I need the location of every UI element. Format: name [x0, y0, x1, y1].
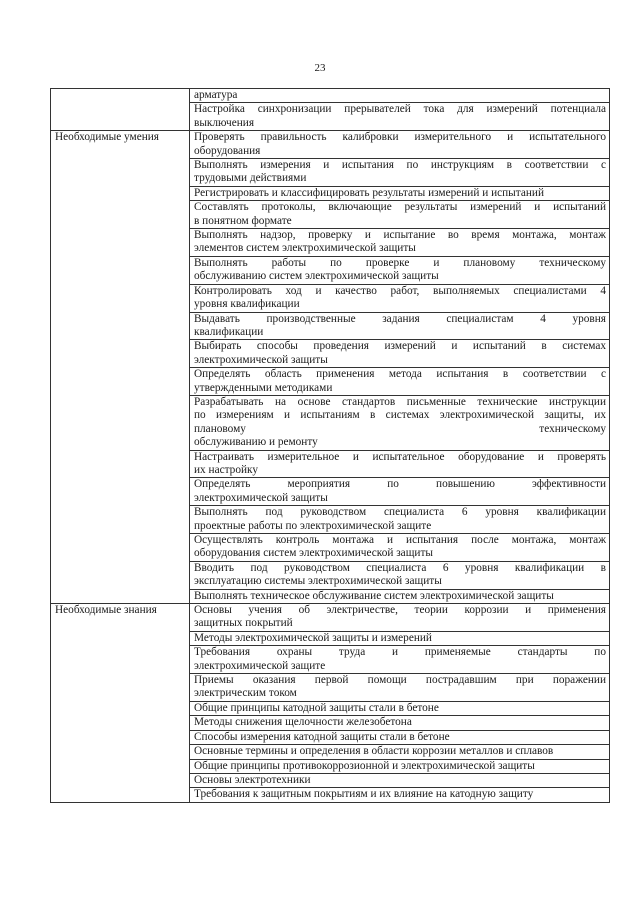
- table-cell: [190, 201, 610, 229]
- cell-text-line: оборудования: [194, 144, 261, 157]
- cell-text-line: Составлять протоколы, включающие результаты измерений и испытаний: [194, 201, 606, 214]
- table-cell: [190, 534, 610, 562]
- table-row: [51, 131, 610, 159]
- table-cell: [190, 186, 610, 200]
- cell-text-line: электрохимической защиты: [194, 491, 328, 504]
- cell-text-line: обслуживанию и ремонту: [194, 436, 318, 449]
- qualification-table: [50, 88, 610, 803]
- cell-text-line: Методы снижения щелочности железобетона: [194, 716, 412, 729]
- section-label: Необходимые умения: [51, 131, 190, 604]
- cell-text-line: электрическим током: [194, 687, 297, 700]
- cell-text-line: Выполнять надзор, проверку и испытание во время монтажа, монтаж: [194, 229, 606, 242]
- cell-text-line: Определять мероприятия по повышению эффективности: [194, 478, 606, 491]
- table-cell: [190, 478, 610, 506]
- cell-text-line: элементов систем электрохимической защиты: [194, 242, 416, 255]
- table-cell: [190, 646, 610, 674]
- table-cell: [190, 674, 610, 702]
- table-cell: [190, 256, 610, 284]
- cell-text-line: Разрабатывать на основе стандартов письменные технические инструкции: [194, 395, 606, 408]
- qualification-table-body: [51, 89, 610, 803]
- cell-text-line: трудовыми действиями: [194, 172, 307, 185]
- table-cell: [190, 631, 610, 645]
- cell-text-line: Выполнять под руководством специалиста 6 уровня квалификации: [194, 506, 606, 519]
- cell-text-line: Настройка синхронизации прерывателей тока для измерений потенциала: [194, 103, 606, 116]
- cell-text-line: Выполнять измерения и испытания по инструкциям в соответствии с: [194, 159, 606, 172]
- cell-text-line: Выдавать производственные задания специалистам 4 уровня: [194, 312, 606, 325]
- page-number: 23: [314, 62, 326, 74]
- cell-text-line: по измерениям и испытаниям в системах электрохимической защиты, их: [194, 409, 606, 422]
- cell-text-line: Требования охраны труда и применяемые стандарты по: [194, 646, 606, 659]
- table-cell: [190, 745, 610, 759]
- table-cell: [190, 701, 610, 715]
- table-cell: [190, 450, 610, 478]
- cell-text-line: Основные термины и определения в области коррозии металлов и сплавов: [194, 745, 554, 758]
- cell-text-line: Способы измерения катодной защиты стали в бетоне: [194, 730, 450, 743]
- cell-text-line: обслуживанию систем электрохимической защиты: [194, 270, 439, 283]
- table-cell: [190, 312, 610, 340]
- cell-text-line: утвержденными методиками: [194, 381, 333, 394]
- cell-text-line: Настраивать измерительное и испытательное оборудование и проверять: [194, 450, 606, 463]
- cell-text-line: Общие принципы противокоррозионной и электрохимической защиты: [194, 759, 535, 772]
- cell-text-line: в понятном формате: [194, 214, 292, 227]
- cell-text-line: плановому техническому: [194, 422, 606, 435]
- table-cell: [190, 368, 610, 396]
- table-cell: [190, 284, 610, 312]
- cell-text-line: оборудования систем электрохимической защиты: [194, 547, 433, 560]
- cell-text-line: Основы электротехники: [194, 773, 311, 786]
- table-cell: [190, 759, 610, 773]
- table-cell: [190, 229, 610, 257]
- cell-text-line: электрохимической защите: [194, 659, 326, 672]
- cell-text-line: Регистрировать и классифицировать результаты измерений и испытаний: [194, 186, 544, 199]
- table-cell: [190, 395, 610, 450]
- cell-text-line: Методы электрохимической защиты и измерений: [194, 631, 432, 644]
- table-cell: [190, 773, 610, 787]
- cell-text-line: Общие принципы катодной защиты стали в бетоне: [194, 701, 439, 714]
- cell-text-line: их настройку: [194, 463, 258, 476]
- cell-text-line: Основы учения об электричестве, теории коррозии и применения: [194, 604, 606, 617]
- table-cell: [190, 561, 610, 589]
- cell-text-line: Требования к защитным покрытиям и их влияние на катодную защиту: [194, 788, 534, 801]
- cell-text-line: Проверять правильность калибровки измерительного и испытательного: [194, 131, 606, 144]
- cell-text-line: Выполнять работы по проверке и плановому техническому: [194, 256, 606, 269]
- cell-text-line: Осуществлять контроль монтажа и испытания после монтажа, монтаж: [194, 534, 606, 546]
- cell-text-line: Контролировать ход и качество работ, выполняемых специалистами 4: [194, 284, 606, 297]
- cell-text-line: Определять область применения метода испытания в соответствии с: [194, 368, 606, 381]
- section-label: [51, 89, 190, 131]
- table-cell: [190, 730, 610, 744]
- cell-text-line: электрохимической защиты: [194, 353, 328, 366]
- table-cell: [190, 89, 610, 103]
- cell-text-line: арматура: [194, 89, 238, 101]
- cell-text-line: защитных покрытий: [194, 617, 293, 630]
- table-cell: [190, 131, 610, 159]
- cell-text-line: Выполнять техническое обслуживание систем электрохимической защиты: [194, 589, 554, 602]
- table-cell: [190, 589, 610, 603]
- cell-text-line: выключения: [194, 116, 255, 129]
- table-cell: [190, 103, 610, 131]
- cell-text-line: Приемы оказания первой помощи пострадавшим при поражении: [194, 674, 606, 687]
- cell-text-line: уровня квалификации: [194, 298, 300, 311]
- table-cell: [190, 716, 610, 730]
- table-cell: [190, 506, 610, 534]
- cell-text-line: квалификации: [194, 325, 264, 338]
- table-row: [51, 89, 610, 103]
- table-cell: [190, 159, 610, 187]
- table-cell: [190, 604, 610, 632]
- cell-text-line: эксплуатацию системы электрохимической защиты: [194, 575, 442, 588]
- cell-text-line: Выбирать способы проведения измерений и испытаний в системах: [194, 340, 606, 353]
- table-cell: [190, 788, 610, 802]
- table-cell: [190, 340, 610, 368]
- section-label: Необходимые знания: [51, 604, 190, 803]
- table-row: [51, 604, 610, 632]
- cell-text-line: Вводить под руководством специалиста 6 уровня квалификации в: [194, 561, 606, 574]
- cell-text-line: проектные работы по электрохимической защите: [194, 519, 432, 532]
